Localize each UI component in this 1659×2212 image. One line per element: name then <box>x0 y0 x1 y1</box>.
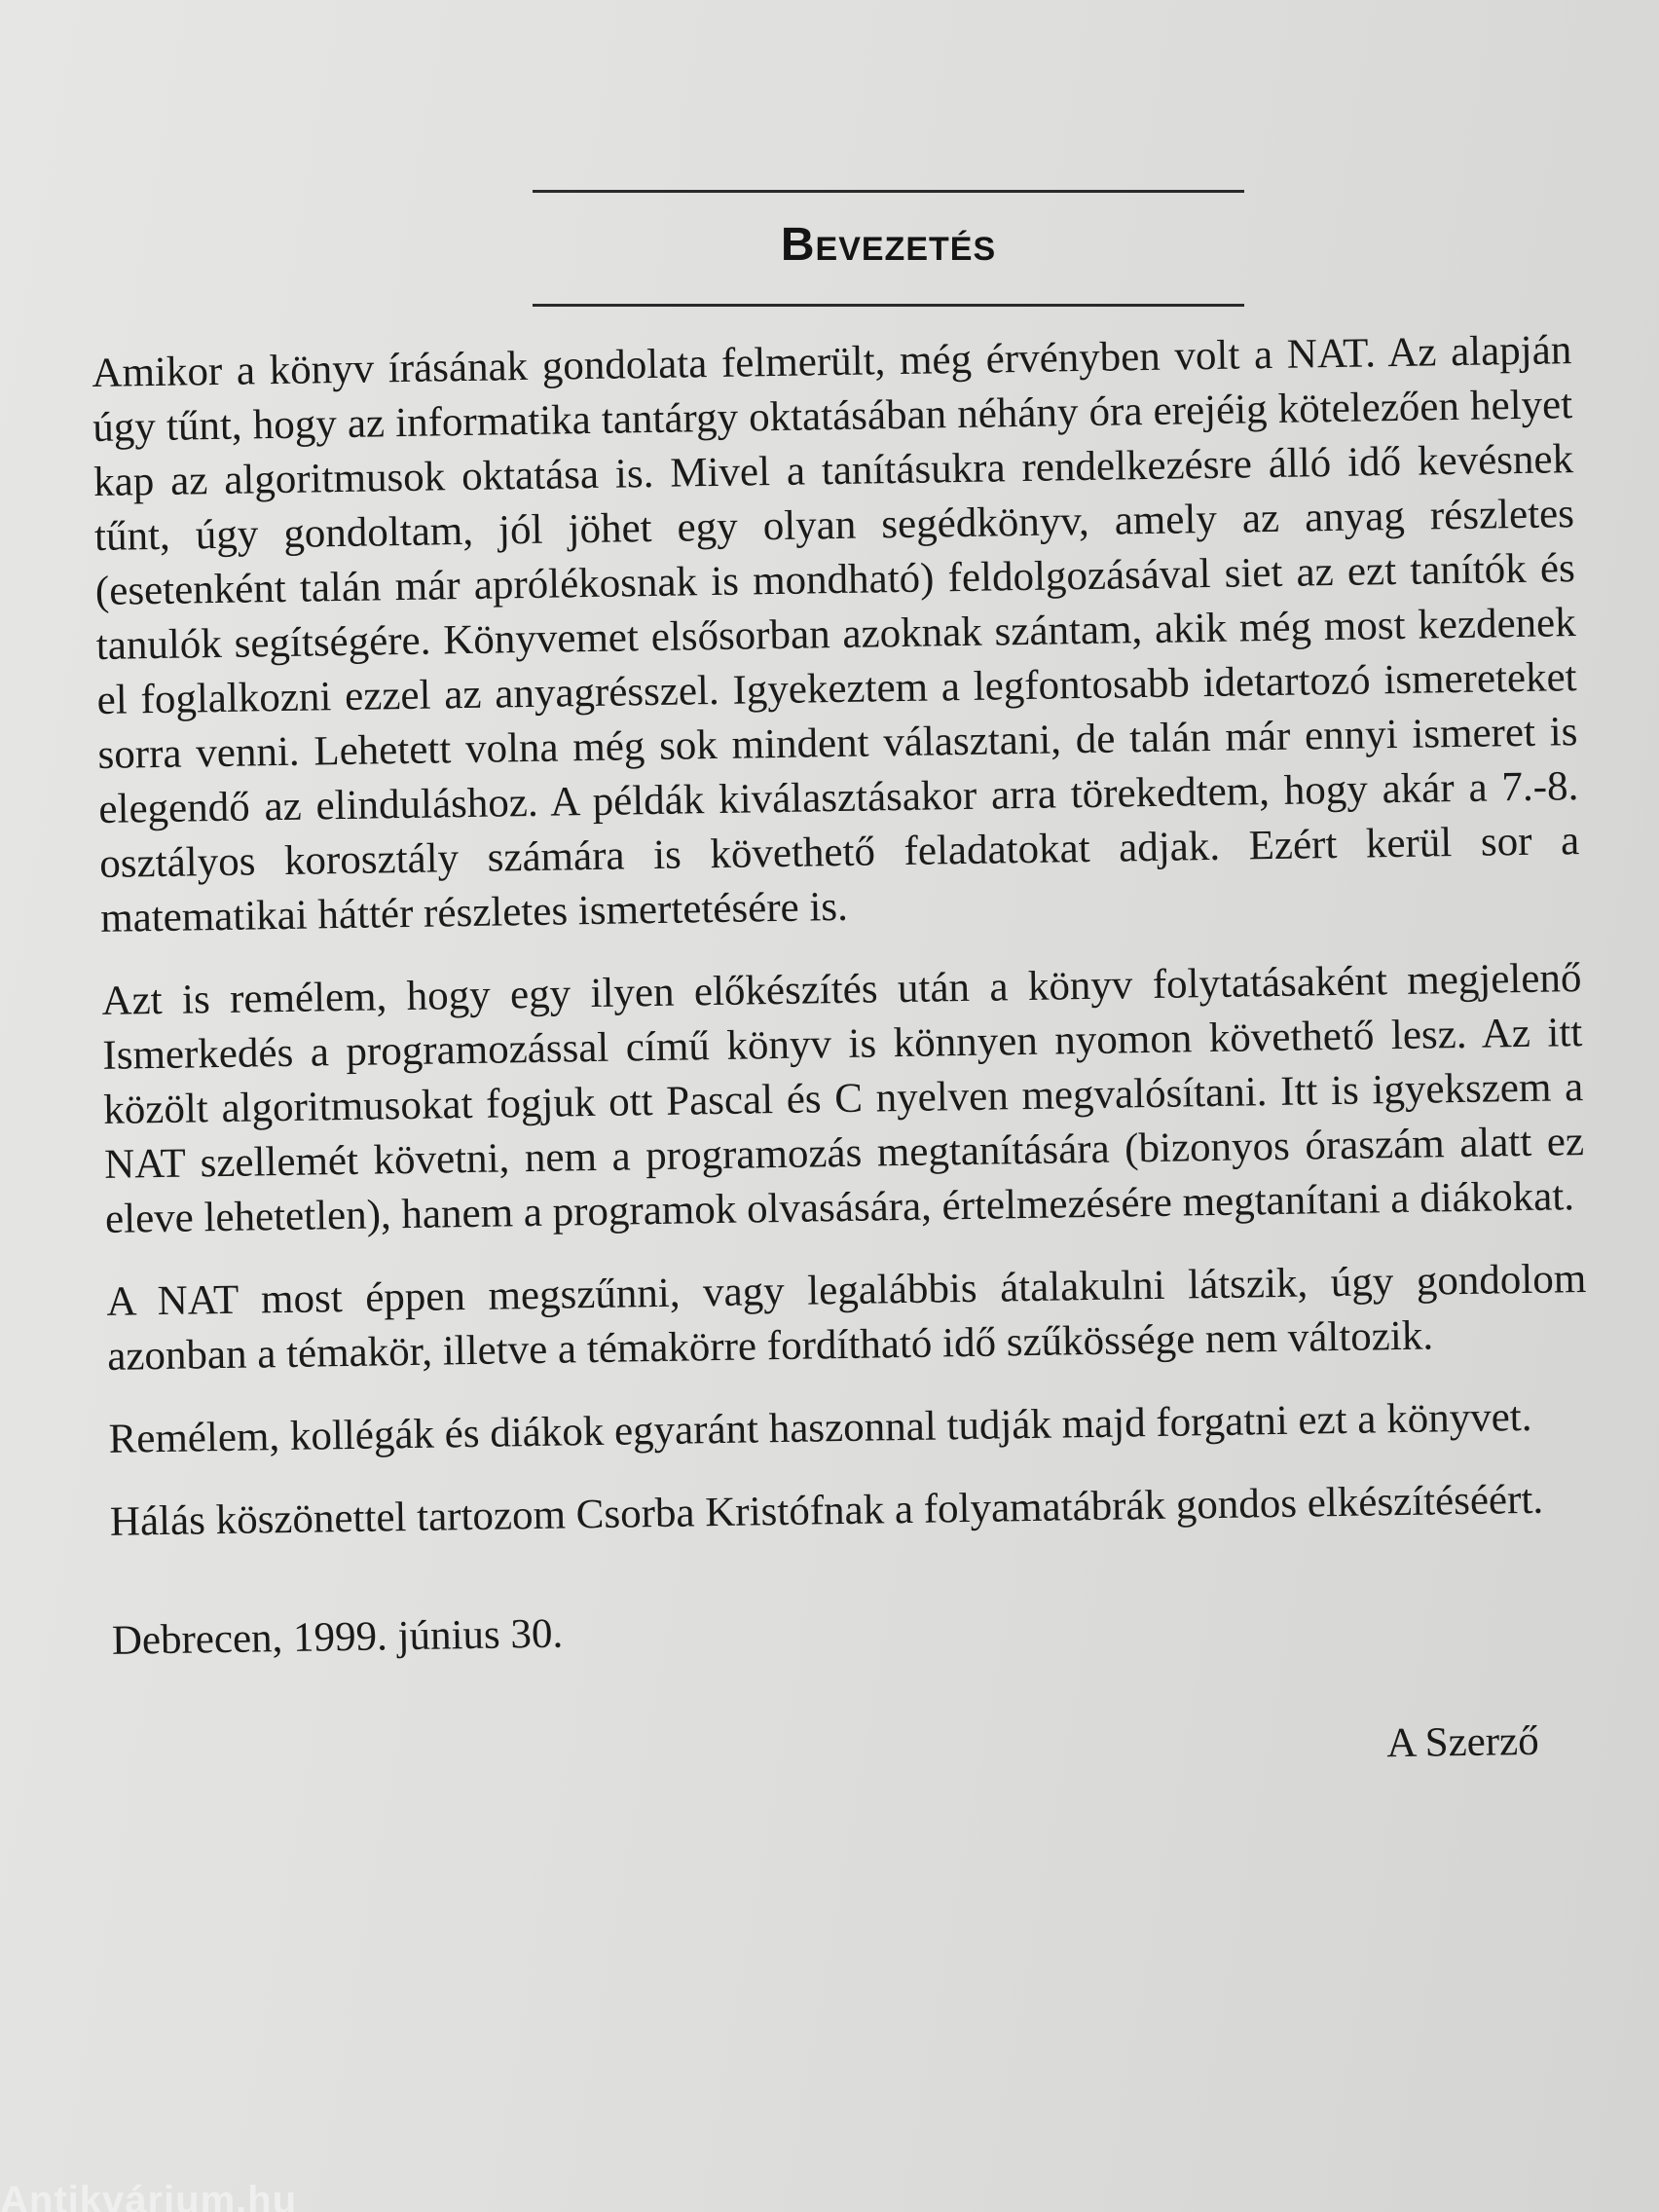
heading-rule-bottom <box>533 304 1244 307</box>
date-line: Debrecen, 1999. június 30. <box>111 1610 564 1664</box>
paragraph-4: Remélem, kollégák és diákok egyaránt haszonnal tudják majd forgatni ezt a könyvet. <box>108 1393 1532 1462</box>
watermark: Antikvárium.hu <box>0 2179 298 2212</box>
paragraph-1: Amikor a könyv írásának gondolata felmerült, még érvényben volt a NAT. Az alapján úgy tűnt, hogy az informatika tantárgy oktatásában néhány óra erejéig kötelezően helyet kap az algoritmusok oktatása is. Mivel a tanításukra rendelkezésre álló idő kevésnek tűnt, úgy gondoltam, jól jöhet egy olyan segédkönyv, amely az anyag részletes (esetenként talán már aprólékosnak is mondható) feldolgozásával siet az ezt tanítók és tanulók segítségére. Könyvemet elsősorban azoknak szántam, akik még most kezdenek el foglalkozni ezzel az anyagrésszel. Igyekeztem a legfontosabb idetartozó ismereteket sorra venni. Lehetett volna még sok mindent választani, de talán már ennyi ismeret is elegendő az elinduláshoz. A példák kiválasztásakor arra törekedtem, hogy akár a 7.-8. osztályos korosztály számára is követhető feladatokat adjak. Ezért kerül sor a matematikai háttér részletes ismertetésére is. <box>92 327 1580 941</box>
heading-rule-top <box>533 190 1244 193</box>
page-title: Bevezetés <box>780 219 997 271</box>
body-text <box>92 323 1594 1791</box>
paragraph-2: Azt is remélem, hogy egy ilyen előkészítés után a könyv folytatásaként megjelenő Ismerkedés a programozással című könyv is könnyen nyomon követhető lesz. Az itt közölt algoritmusokat fogjuk ott Pascal és C nyelven megvalósítani. Itt is igyekszem a NAT szellemét követni, nem a programozás megtanítására (bizonyos óraszám alatt ez eleve lehetetlen), hanem a programok olvasására, értelmezésére megtanítani a diákokat. <box>101 955 1585 1242</box>
paragraph-3: A NAT most éppen megszűnni, vagy legalábbis átalakulni látszik, úgy gondolom azonban a témakör, illetve a témakörre fordítható idő szűkössége nem változik. <box>106 1256 1587 1380</box>
author-signature: A Szerző <box>1385 1717 1540 1767</box>
paragraph-5: Hálás köszönettel tartozom Csorba Kristófnak a folyamatábrák gondos elkészítéséért. <box>109 1476 1544 1545</box>
